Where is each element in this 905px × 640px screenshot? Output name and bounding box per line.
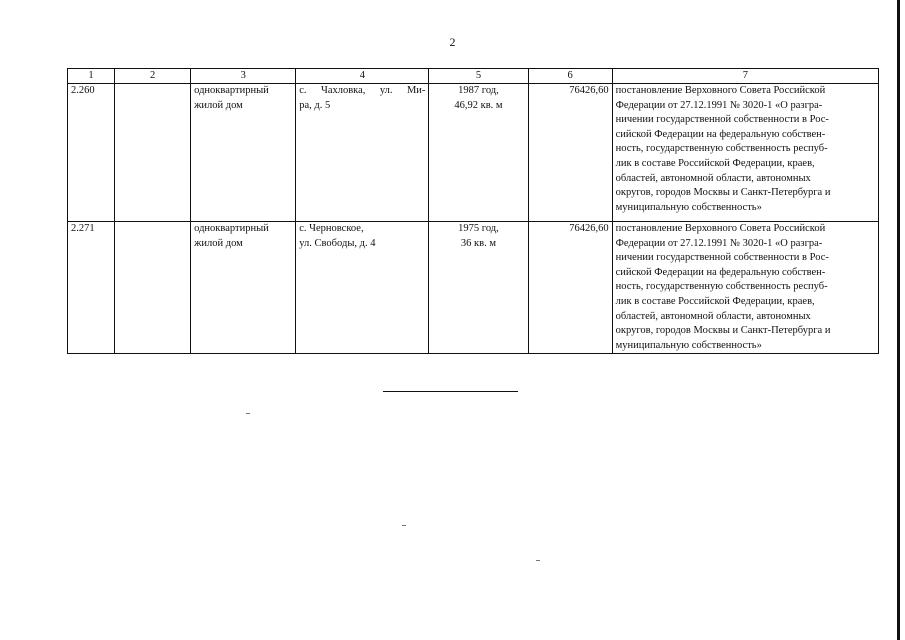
text-line: 1987 год, (458, 85, 499, 96)
text-line: Федерации от 27.12.1991 № 3020-1 «О разгра- (615, 237, 823, 249)
text-line: Федерации от 27.12.1991 № 3020-1 «О разгра- (615, 99, 823, 111)
page-number: 2 (449, 35, 456, 49)
scan-speck (536, 560, 540, 561)
text-line: с. Чахловка, ул. Ми- (299, 85, 426, 96)
property-table (67, 68, 879, 354)
row-col2 (115, 222, 191, 354)
scan-speck (402, 525, 406, 526)
object-details (429, 222, 528, 354)
column-header-3: 3 (191, 69, 296, 84)
table-row (68, 222, 879, 354)
legal-basis (612, 84, 878, 222)
text-line: муниципальную собственность» (615, 201, 762, 213)
table-header-row (68, 69, 879, 84)
text-line: 1975 год, (458, 223, 499, 234)
column-header-1: 1 (68, 69, 115, 84)
separator-line (383, 391, 518, 392)
legal-basis (612, 222, 878, 354)
text-line: муниципальную собственность» (615, 339, 762, 351)
column-header-7: 7 (612, 69, 878, 84)
row-number: 2.260 (68, 84, 115, 222)
text-line: одноквартирный (194, 223, 269, 234)
row-number: 2.271 (68, 222, 115, 354)
text-line: с. Черновское, (299, 223, 364, 234)
text-line: ность, государственную собственность респуб- (615, 281, 828, 293)
text-line: сийской Федерации на федеральную собствен- (615, 128, 826, 140)
scan-edge-line (897, 0, 900, 640)
text-line: постановление Верховного Совета Российской (615, 85, 826, 96)
column-header-4: 4 (296, 69, 429, 84)
object-details (429, 84, 528, 222)
table-row (68, 84, 879, 222)
text-line: областей, автономной области, автономных (615, 310, 811, 322)
text-line: жилой дом (194, 237, 243, 249)
text-line: областей, автономной области, автономных (615, 172, 811, 184)
text-line: 36 кв. м (460, 237, 497, 249)
text-line: жилой дом (194, 99, 243, 111)
text-line: ность, государственную собственность респуб- (615, 143, 828, 155)
text-line: ничении государственной собственности в Рос- (615, 114, 829, 126)
object-type (191, 222, 296, 354)
row-col2 (115, 84, 191, 222)
text-line: ничении государственной собственности в Рос- (615, 252, 829, 264)
text-line: округов, городов Москвы и Санкт-Петербурга и (615, 325, 831, 337)
text-line: ра, д. 5 (299, 99, 331, 111)
column-header-5: 5 (429, 69, 528, 84)
object-cost: 76426,60 (528, 222, 612, 354)
text-line: постановление Верховного Совета Российской (615, 223, 826, 234)
column-header-2: 2 (115, 69, 191, 84)
text-line: ул. Свободы, д. 4 (299, 237, 376, 249)
object-cost: 76426,60 (528, 84, 612, 222)
column-header-6: 6 (528, 69, 612, 84)
text-line: округов, городов Москвы и Санкт-Петербурга и (615, 187, 831, 199)
object-type (191, 84, 296, 222)
text-line: 46,92 кв. м (454, 99, 503, 111)
object-address (296, 84, 429, 222)
text-line: лик в составе Российской Федерации, краев, (615, 295, 815, 307)
text-line: одноквартирный (194, 85, 269, 96)
scan-speck (246, 413, 250, 414)
object-address (296, 222, 429, 354)
text-line: сийской Федерации на федеральную собствен- (615, 266, 826, 278)
text-line: лик в составе Российской Федерации, краев, (615, 157, 815, 169)
